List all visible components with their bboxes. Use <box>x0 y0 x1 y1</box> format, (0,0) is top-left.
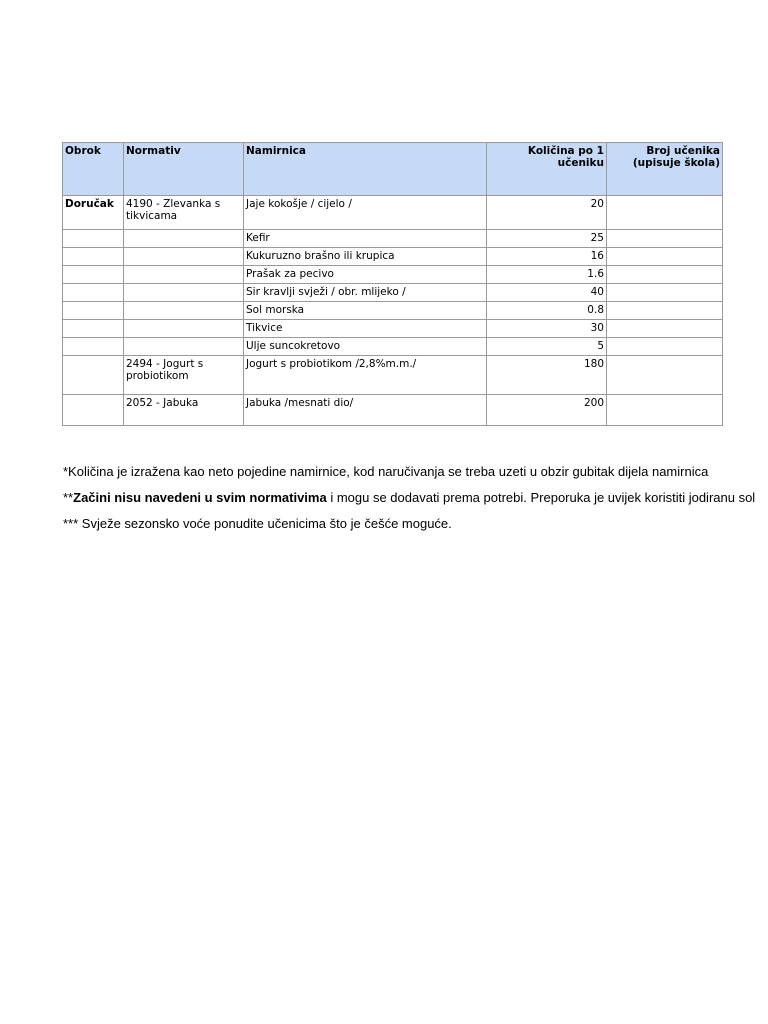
footnote-spices-rest: i mogu se dodavati prema potrebi. Preporuka je uvijek koristiti jodiranu sol <box>326 490 756 505</box>
quantity-cell: 25 <box>487 230 607 248</box>
food-cell: Jabuka /mesnati dio/ <box>244 395 487 426</box>
meal-cell <box>63 356 124 395</box>
norm-cell <box>124 266 244 284</box>
table-row <box>63 302 723 320</box>
meal-cell: Doručak <box>63 196 124 230</box>
footnote-net-quantity: *Količina je izražena kao neto pojedine namirnice, kod naručivanja se treba uzeti u obzir gubitak dijela namirnica <box>63 464 709 479</box>
food-cell: Kefir <box>244 230 487 248</box>
norm-cell <box>124 230 244 248</box>
table-row <box>63 338 723 356</box>
norm-cell <box>124 248 244 266</box>
meal-cell <box>63 302 124 320</box>
footnote-seasonal-fruit: *** Svježe sezonsko voće ponudite učenicima što je češće moguće. <box>63 516 452 531</box>
column-header-kolicina: Količina po 1 učeniku <box>487 143 607 196</box>
student-count-cell[interactable] <box>607 248 723 266</box>
student-count-cell[interactable] <box>607 230 723 248</box>
column-header-namirnica: Namirnica <box>244 143 487 196</box>
table-row <box>63 284 723 302</box>
student-count-cell[interactable] <box>607 302 723 320</box>
meal-cell <box>63 320 124 338</box>
quantity-cell: 200 <box>487 395 607 426</box>
meal-cell <box>63 395 124 426</box>
table-row <box>63 248 723 266</box>
quantity-cell: 180 <box>487 356 607 395</box>
footnotes <box>63 459 756 537</box>
food-cell: Tikvice <box>244 320 487 338</box>
student-count-cell[interactable] <box>607 356 723 395</box>
header-row <box>63 143 723 196</box>
student-count-cell[interactable] <box>607 284 723 302</box>
student-count-cell[interactable] <box>607 266 723 284</box>
quantity-cell: 40 <box>487 284 607 302</box>
table-row <box>63 230 723 248</box>
table-row <box>63 356 723 395</box>
student-count-cell[interactable] <box>607 338 723 356</box>
footnote-spices-marker: ** <box>63 490 74 505</box>
quantity-cell: 5 <box>487 338 607 356</box>
footnote-spices-bold: Začini nisu navedeni u svim normativima <box>73 490 327 505</box>
table-row <box>63 266 723 284</box>
quantity-cell: 30 <box>487 320 607 338</box>
quantity-cell: 16 <box>487 248 607 266</box>
norm-cell: 2052 - Jabuka <box>124 395 244 426</box>
meal-cell <box>63 266 124 284</box>
student-count-cell[interactable] <box>607 395 723 426</box>
food-cell: Kukuruzno brašno ili krupica <box>244 248 487 266</box>
norm-cell <box>124 284 244 302</box>
quantity-cell: 0.8 <box>487 302 607 320</box>
table-row <box>63 196 723 230</box>
menu-table <box>62 142 723 426</box>
norm-cell <box>124 302 244 320</box>
norm-cell: 2494 - Jogurt s probiotikom <box>124 356 244 395</box>
column-header-broj-ucenika: Broj učenika (upisuje škola) <box>607 143 723 196</box>
column-header-normativ: Normativ <box>124 143 244 196</box>
norm-cell: 4190 - Zlevanka s tikvicama <box>124 196 244 230</box>
sheet-table-area <box>62 142 720 426</box>
table-row <box>63 320 723 338</box>
food-cell: Ulje suncokretovo <box>244 338 487 356</box>
meal-cell <box>63 284 124 302</box>
food-cell: Sol morska <box>244 302 487 320</box>
meal-cell <box>63 230 124 248</box>
student-count-cell[interactable] <box>607 320 723 338</box>
table-row <box>63 395 723 426</box>
food-cell: Prašak za pecivo <box>244 266 487 284</box>
footnote-spices <box>63 485 756 511</box>
student-count-cell[interactable] <box>607 196 723 230</box>
meal-cell <box>63 248 124 266</box>
column-header-obrok: Obrok <box>63 143 124 196</box>
food-cell: Jaje kokošje / cijelo / <box>244 196 487 230</box>
quantity-cell: 1.6 <box>487 266 607 284</box>
food-cell: Sir kravlji svježi / obr. mlijeko / <box>244 284 487 302</box>
quantity-cell: 20 <box>487 196 607 230</box>
norm-cell <box>124 320 244 338</box>
norm-cell <box>124 338 244 356</box>
food-cell: Jogurt s probiotikom /2,8%m.m./ <box>244 356 487 395</box>
meal-cell <box>63 338 124 356</box>
